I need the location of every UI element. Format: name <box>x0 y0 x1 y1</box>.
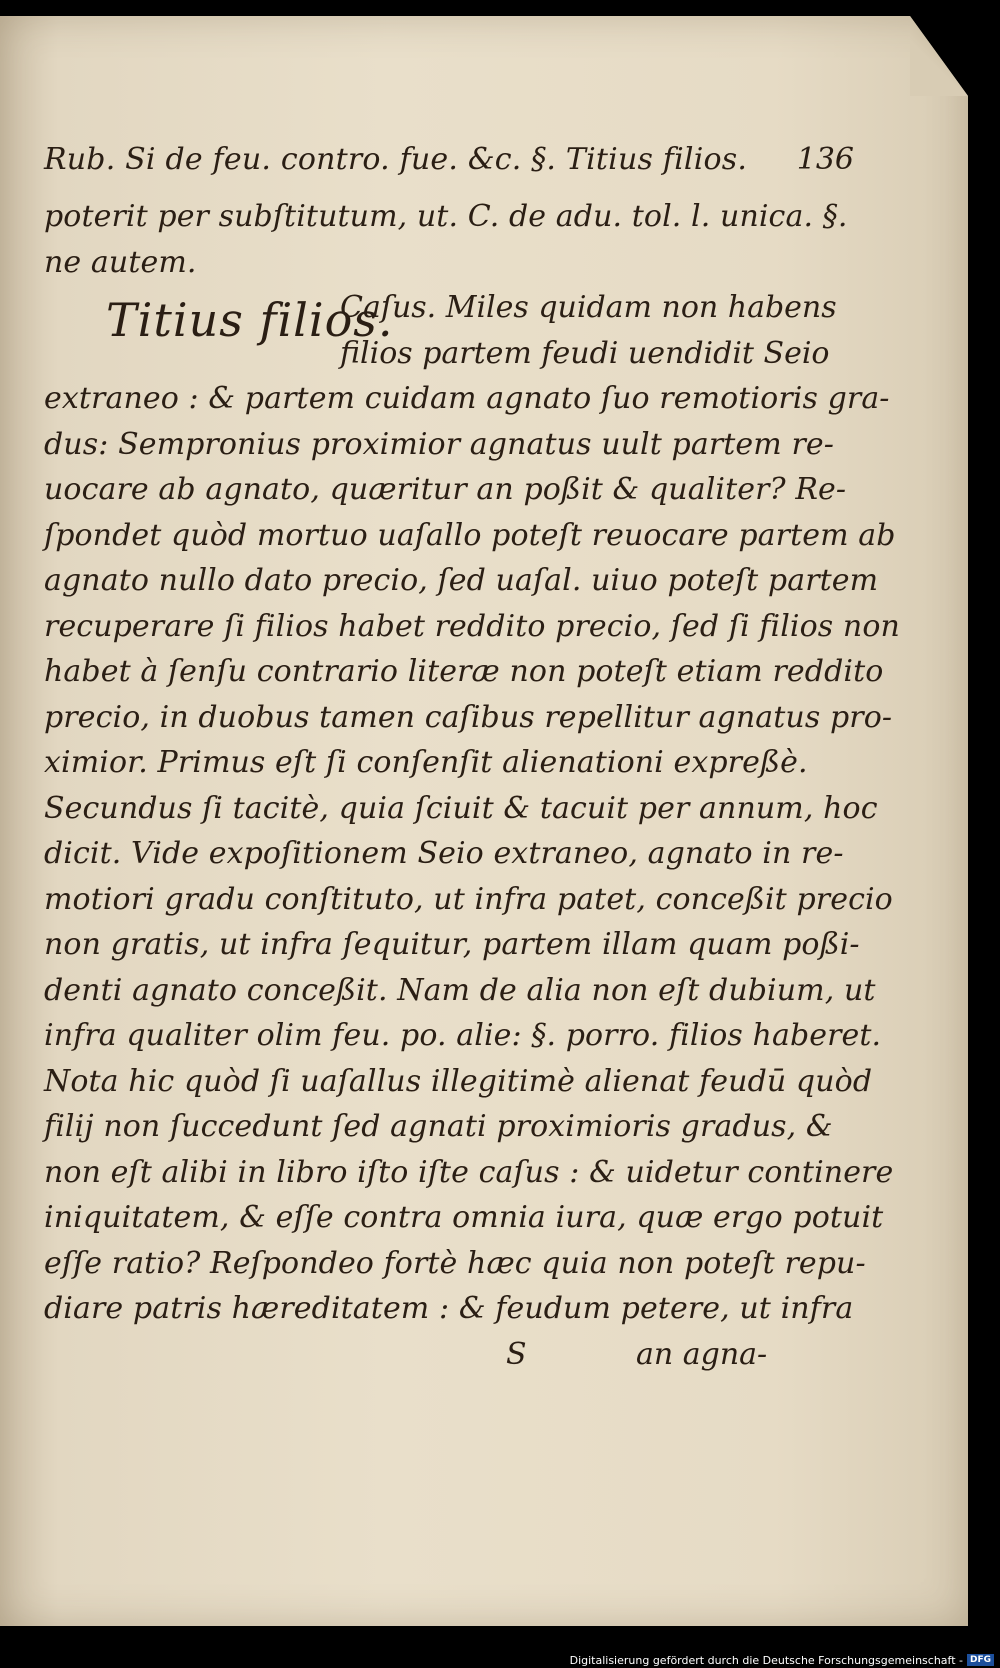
text-line: filij non ſuccedunt ſed agnati proximioris gradus, & <box>44 1109 833 1144</box>
text-line: ximior. Primus eſt ſi conſenſit alienationi expreßè. <box>44 745 808 780</box>
page-text <box>44 130 924 1377</box>
running-head <box>44 130 924 190</box>
text-line: infra qualiter olim feu. po. alie: §. porro. filios haberet. <box>44 1018 882 1053</box>
text-line: habet à ſenſu contrario literæ non poteſt etiam reddito <box>44 654 884 689</box>
dfg-logo-icon: DFG <box>967 1654 994 1666</box>
text-line: non gratis, ut infra ſequitur, partem illam quam poßi- <box>44 927 860 962</box>
signature-mark: S <box>506 1336 527 1372</box>
text-line: diare patris hæreditatem : & feudum petere, ut infra <box>44 1291 854 1326</box>
text-line: poterit per subſtitutum, ut. C. de adu. tol. l. unica. §. <box>44 199 848 234</box>
text-line: dus: Sempronius proximior agnatus uult partem re- <box>44 426 834 462</box>
lemma-row <box>44 285 924 376</box>
text-line: Caſus. Miles quidam non habens <box>340 290 837 325</box>
lemma-heading: Titius filios. <box>106 293 394 347</box>
text-line: motiori gradu conſtituto, ut infra patet, conceßit precio <box>44 881 893 917</box>
text-line: ne autem. <box>44 244 197 280</box>
catchword: an agna- <box>636 1336 768 1372</box>
text-line: iniquitatem, & eſſe contra omnia iura, quæ ergo potuit <box>44 1200 884 1235</box>
text-line: Nota hic quòd ſi uaſallus illegitimè alienat feudū quòd <box>44 1063 873 1099</box>
text-line: denti agnato conceßit. Nam de alia non eſt dubium, ut <box>44 972 876 1008</box>
text-line: agnato nullo dato precio, ſed uaſal. uiuo poteſt partem <box>44 563 879 598</box>
text-line: extraneo : & partem cuidam agnato ſuo remotioris gra- <box>44 381 890 416</box>
page-number: 136 <box>796 142 854 177</box>
running-title: Rub. Si de feu. contro. fue. &c. §. Titius filios. <box>44 142 748 177</box>
text-line: non eſt alibi in libro iſto iſte caſus : & uidetur continere <box>44 1154 894 1190</box>
text-line: dicit. Vide expoſitionem Seio extraneo, agnato in re- <box>44 836 844 871</box>
text-line: ſpondet quòd mortuo uaſallo poteſt reuocare partem ab <box>44 517 896 553</box>
text-line: eſſe ratio? Reſpondeo fortè hæc quia non poteſt repu- <box>44 1245 866 1281</box>
text-line: recuperare ſi filios habet reddito precio, ſed ſi filios non <box>44 608 900 644</box>
page-corner-fold <box>910 16 968 96</box>
catchline <box>44 1332 924 1377</box>
text-line: filios partem feudi uendidit Seio <box>340 335 830 371</box>
digitization-footer <box>570 1652 994 1668</box>
funding-credit: Digitalisierung gefördert durch die Deutsche Forschungsgemeinschaft - <box>569 1653 963 1667</box>
text-line: precio, in duobus tamen caſibus repellitur agnatus pro- <box>44 699 893 735</box>
text-line: Secundus ſi tacitè, quia ſciuit & tacuit per annum, hoc <box>44 790 878 826</box>
text-line: uocare ab agnato, quæritur an poßit & qualiter? Re- <box>44 472 847 507</box>
